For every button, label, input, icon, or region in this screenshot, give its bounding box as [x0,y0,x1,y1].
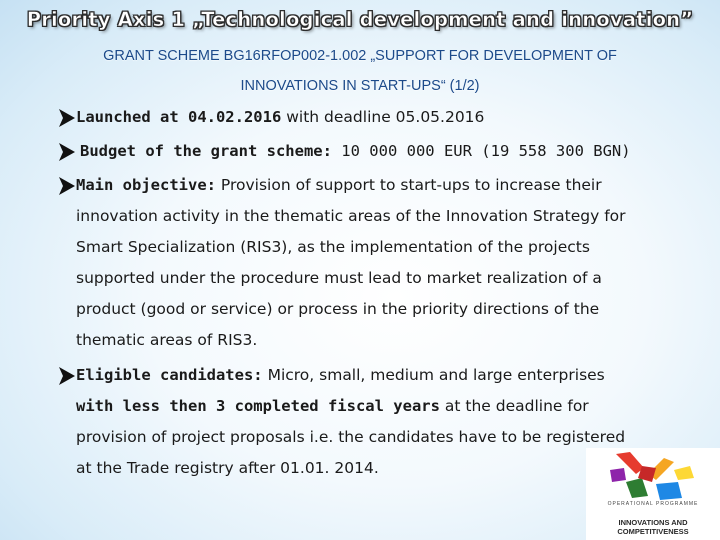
programme-logo [586,448,720,540]
eligible-line-1: Micro, small, medium and large enterprises [262,366,605,384]
objective-line: thematic areas of RIS3. [76,331,258,349]
objective-line: product (good or service) or process in the priority directions of the [76,300,600,318]
objective-label: Main objective: [76,176,216,194]
logo-text-line-2: COMPETITIVENESS [617,527,689,536]
eligible-line-2: at the deadline for [439,397,589,415]
eligible-line-3: provision of project proposals i.e. the candidates have to be registered [76,428,626,446]
bullet-objective [76,170,696,356]
logo-mark-icon [586,448,720,502]
objective-line: innovation activity in the thematic areas of the Innovation Strategy for [76,207,626,225]
arrow-bullet-icon [58,142,76,162]
subtitle-line-1: GRANT SCHEME BG16RFOP002-1.002 „SUPPORT FOR DEVELOPMENT OF [103,48,617,64]
arrow-bullet-icon [58,176,76,196]
arrow-bullet-icon [58,108,76,128]
eligible-bold-phrase: with less then 3 completed fiscal years [76,397,440,415]
logo-text-line-1: INNOVATIONS AND [618,518,688,527]
subtitle-line-2: INNOVATIONS IN START-UPS“ (1/2) [240,78,480,94]
arrow-bullet-icon [58,366,76,386]
objective-line: supported under the procedure must lead to market realization of a [76,269,602,287]
bullet-budget [80,136,720,167]
logo-tagline: OPERATIONAL PROGRAMME [607,501,699,507]
page-title: Priority Axis 1 „Technological development and innovation” [26,8,694,31]
budget-text: 10 000 000 EUR (19 558 300 BGN) [331,142,631,160]
objective-line: Provision of support to start-ups to increase their [215,176,602,194]
launch-label: Launched at 04.02.2016 [76,108,282,126]
eligible-label: Eligible candidates: [76,366,263,384]
eligible-line-4: at the Trade registry after 01.01. 2014. [76,459,379,477]
objective-line: Smart Specialization (RIS3), as the implementation of the projects [76,238,590,256]
bullet-launch [76,102,716,133]
budget-label: Budget of the grant scheme: [80,142,332,160]
launch-text: with deadline 05.05.2016 [281,108,485,126]
